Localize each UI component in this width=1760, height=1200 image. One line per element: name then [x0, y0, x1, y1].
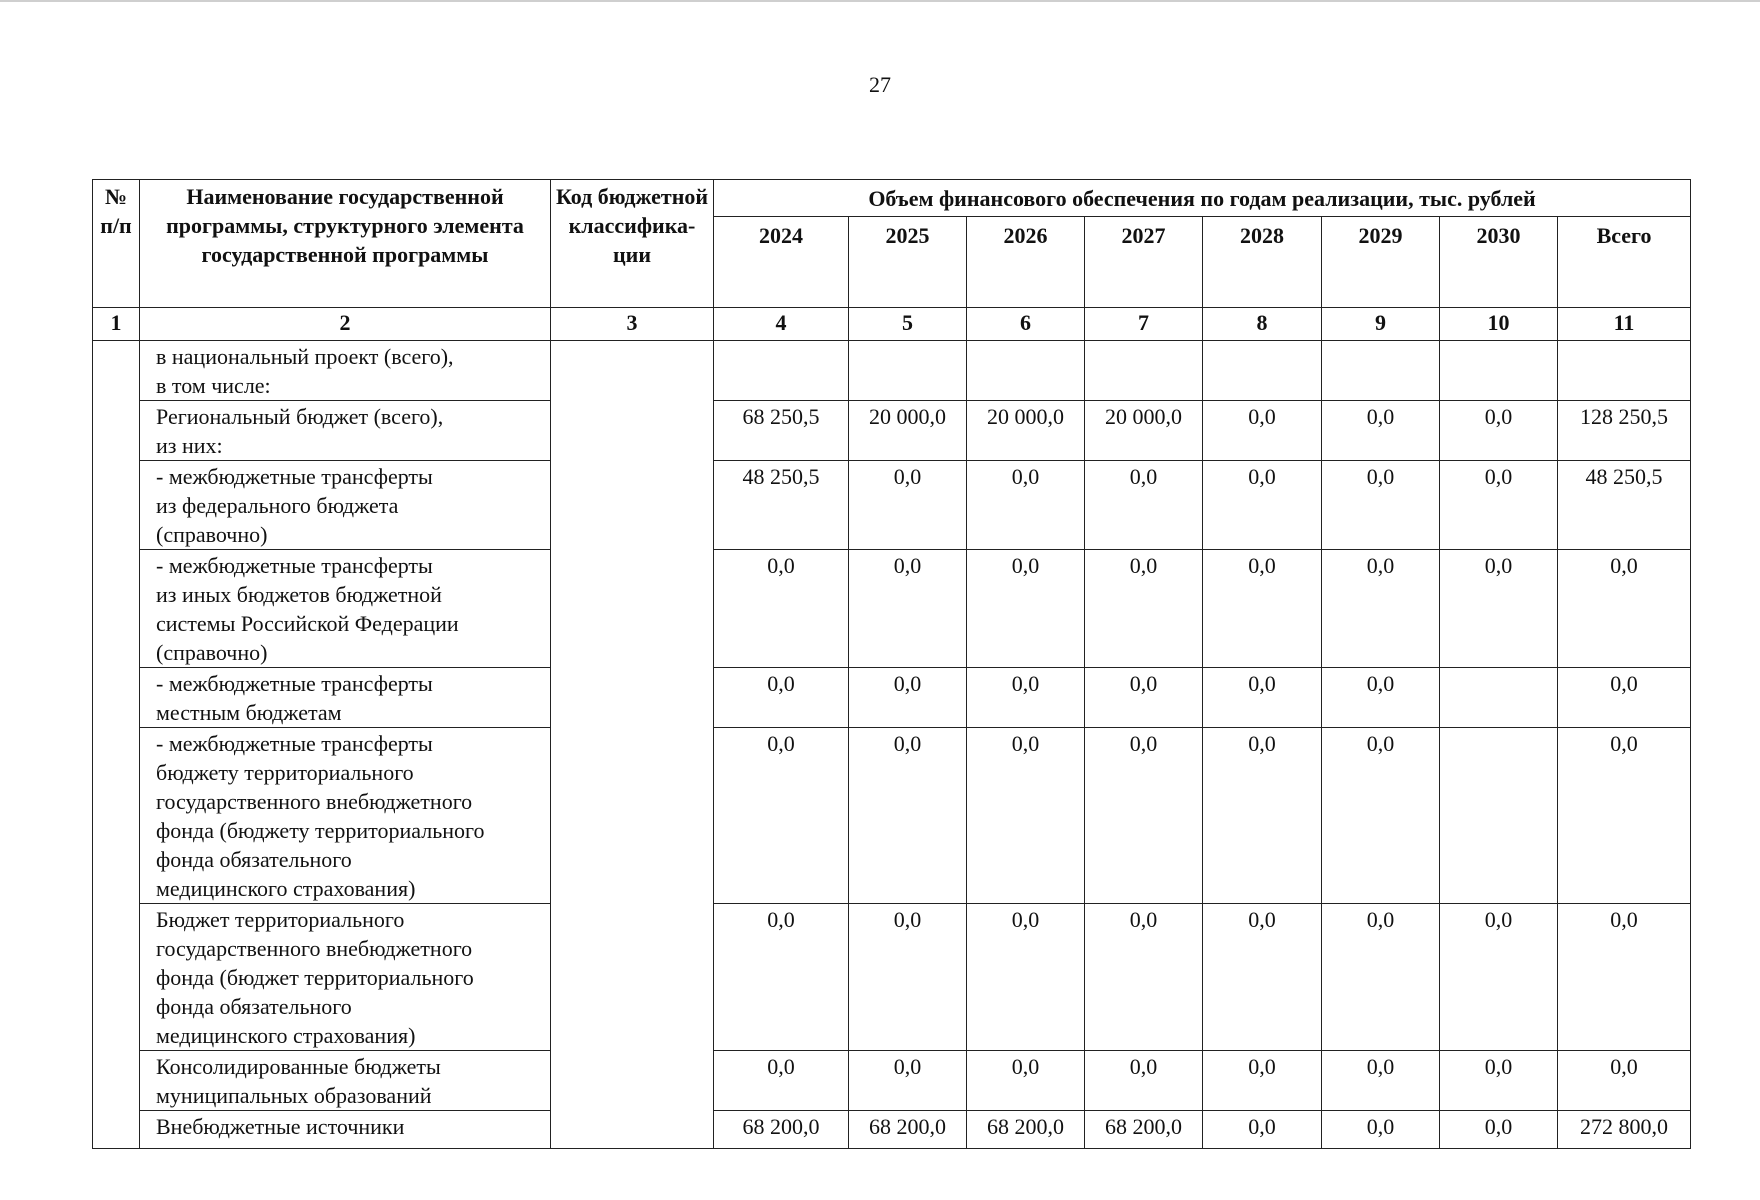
header-name: Наименование государственной программы, структурного элемента государственной программы [140, 180, 551, 308]
row-year-value: 0,0 [714, 728, 849, 904]
column-number: 11 [1558, 308, 1691, 341]
table-body [93, 341, 1691, 1149]
row-year-value: 0,0 [967, 904, 1085, 1051]
row-year-value [1440, 668, 1558, 728]
row-year-value: 0,0 [1203, 461, 1322, 550]
row-year-value: 0,0 [849, 461, 967, 550]
row-year-value: 0,0 [1085, 1051, 1203, 1111]
column-numbers-row [93, 308, 1691, 341]
page-number: 27 [869, 72, 891, 97]
row-year-value [1085, 341, 1203, 401]
row-year-value: 0,0 [1322, 728, 1440, 904]
header-year-2027: 2027 [1085, 217, 1203, 308]
row-name: Консолидированные бюджеты муниципальных образований [140, 1051, 551, 1111]
row-year-value: 48 250,5 [714, 461, 849, 550]
row-year-value: 0,0 [967, 668, 1085, 728]
row-year-value: 0,0 [1085, 728, 1203, 904]
row-total-value: 272 800,0 [1558, 1111, 1691, 1149]
row-year-value: 0,0 [1440, 550, 1558, 668]
table-row [93, 904, 1691, 1051]
header-year-2025: 2025 [849, 217, 967, 308]
column-number: 5 [849, 308, 967, 341]
row-year-value: 0,0 [967, 461, 1085, 550]
header-year-2029: 2029 [1322, 217, 1440, 308]
table-row [93, 1111, 1691, 1149]
row-year-value: 0,0 [849, 904, 967, 1051]
row-year-value: 0,0 [1085, 904, 1203, 1051]
row-year-value: 0,0 [714, 668, 849, 728]
row-total-value: 0,0 [1558, 728, 1691, 904]
row-year-value: 0,0 [1440, 461, 1558, 550]
header-year-2026: 2026 [967, 217, 1085, 308]
row-year-value: 20 000,0 [849, 401, 967, 461]
row-year-value [1322, 341, 1440, 401]
row-total-value: 128 250,5 [1558, 401, 1691, 461]
row-year-value [1203, 341, 1322, 401]
row-total-value: 0,0 [1558, 1051, 1691, 1111]
row-year-value: 0,0 [1085, 461, 1203, 550]
header-year-2028: 2028 [1203, 217, 1322, 308]
row-year-value: 0,0 [1085, 668, 1203, 728]
row-year-value: 0,0 [1203, 668, 1322, 728]
row-year-value [849, 341, 967, 401]
row-year-value: 0,0 [1203, 550, 1322, 668]
table-row [93, 728, 1691, 904]
table-row [93, 1051, 1691, 1111]
table-row [93, 341, 1691, 401]
row-year-value: 0,0 [714, 1051, 849, 1111]
row-year-value: 0,0 [1322, 1051, 1440, 1111]
column-number: 7 [1085, 308, 1203, 341]
row-name: - межбюджетные трансферты бюджету территориального государственного внебюджетного фонда (бюджету территориального фонда обязательного медицинского страхования) [140, 728, 551, 904]
row-total-value [1558, 341, 1691, 401]
row-total-value: 0,0 [1558, 904, 1691, 1051]
table-row [93, 668, 1691, 728]
row-year-value [1440, 341, 1558, 401]
row-year-value: 0,0 [967, 550, 1085, 668]
column-number: 2 [140, 308, 551, 341]
row-name: - межбюджетные трансферты из федерального бюджета (справочно) [140, 461, 551, 550]
budget-code-cell [551, 341, 714, 1149]
row-year-value: 0,0 [1322, 1111, 1440, 1149]
column-number: 6 [967, 308, 1085, 341]
row-year-value: 68 200,0 [849, 1111, 967, 1149]
row-year-value: 0,0 [714, 550, 849, 668]
table-header [93, 180, 1691, 341]
table-row [93, 401, 1691, 461]
row-name: Региональный бюджет (всего), из них: [140, 401, 551, 461]
row-year-value: 0,0 [1203, 904, 1322, 1051]
row-year-value: 0,0 [1203, 728, 1322, 904]
row-year-value: 0,0 [849, 1051, 967, 1111]
scan-top-edge [0, 0, 1760, 2]
table-row [93, 461, 1691, 550]
header-num: № п/п [93, 180, 140, 308]
row-year-value: 0,0 [967, 1051, 1085, 1111]
header-total: Всего [1558, 217, 1691, 308]
row-year-value: 0,0 [1203, 1111, 1322, 1149]
row-year-value: 68 250,5 [714, 401, 849, 461]
header-code: Код бюджетной классифика-ции [551, 180, 714, 308]
row-year-value: 0,0 [967, 728, 1085, 904]
row-total-value: 0,0 [1558, 550, 1691, 668]
row-year-value: 0,0 [1322, 461, 1440, 550]
row-year-value: 0,0 [1440, 904, 1558, 1051]
row-year-value: 0,0 [1322, 668, 1440, 728]
row-total-value: 0,0 [1558, 668, 1691, 728]
row-year-value: 0,0 [1440, 1111, 1558, 1149]
header-year-2024: 2024 [714, 217, 849, 308]
row-name: - межбюджетные трансферты местным бюджетам [140, 668, 551, 728]
row-year-value: 0,0 [849, 728, 967, 904]
row-year-value: 0,0 [1322, 401, 1440, 461]
row-year-value: 68 200,0 [714, 1111, 849, 1149]
row-year-value: 20 000,0 [1085, 401, 1203, 461]
row-year-value: 20 000,0 [967, 401, 1085, 461]
row-year-value: 0,0 [1203, 1051, 1322, 1111]
row-name: Внебюджетные источники [140, 1111, 551, 1149]
row-year-value: 0,0 [1203, 401, 1322, 461]
row-year-value: 0,0 [1322, 550, 1440, 668]
row-year-value [714, 341, 849, 401]
row-year-value: 0,0 [849, 550, 967, 668]
column-number: 4 [714, 308, 849, 341]
row-year-value: 0,0 [1440, 1051, 1558, 1111]
column-number: 9 [1322, 308, 1440, 341]
row-year-value [1440, 728, 1558, 904]
row-year-value: 0,0 [1322, 904, 1440, 1051]
row-year-value: 0,0 [1440, 401, 1558, 461]
row-year-value: 68 200,0 [1085, 1111, 1203, 1149]
table-row [93, 550, 1691, 668]
column-number: 8 [1203, 308, 1322, 341]
financing-table [92, 179, 1691, 1149]
header-volume: Объем финансового обеспечения по годам реализации, тыс. рублей [714, 180, 1691, 217]
column-number: 10 [1440, 308, 1558, 341]
header-year-2030: 2030 [1440, 217, 1558, 308]
column-number: 3 [551, 308, 714, 341]
row-name: - межбюджетные трансферты из иных бюджетов бюджетной системы Российской Федерации (справочно) [140, 550, 551, 668]
row-name: в национальный проект (всего), в том числе: [140, 341, 551, 401]
row-number-cell [93, 341, 140, 1149]
column-number: 1 [93, 308, 140, 341]
row-year-value: 0,0 [1085, 550, 1203, 668]
row-year-value: 68 200,0 [967, 1111, 1085, 1149]
row-year-value: 0,0 [714, 904, 849, 1051]
row-year-value: 0,0 [849, 668, 967, 728]
row-year-value [967, 341, 1085, 401]
row-total-value: 48 250,5 [1558, 461, 1691, 550]
row-name: Бюджет территориального государственного внебюджетного фонда (бюджет территориального фонда обязательного медицинского страхования) [140, 904, 551, 1051]
